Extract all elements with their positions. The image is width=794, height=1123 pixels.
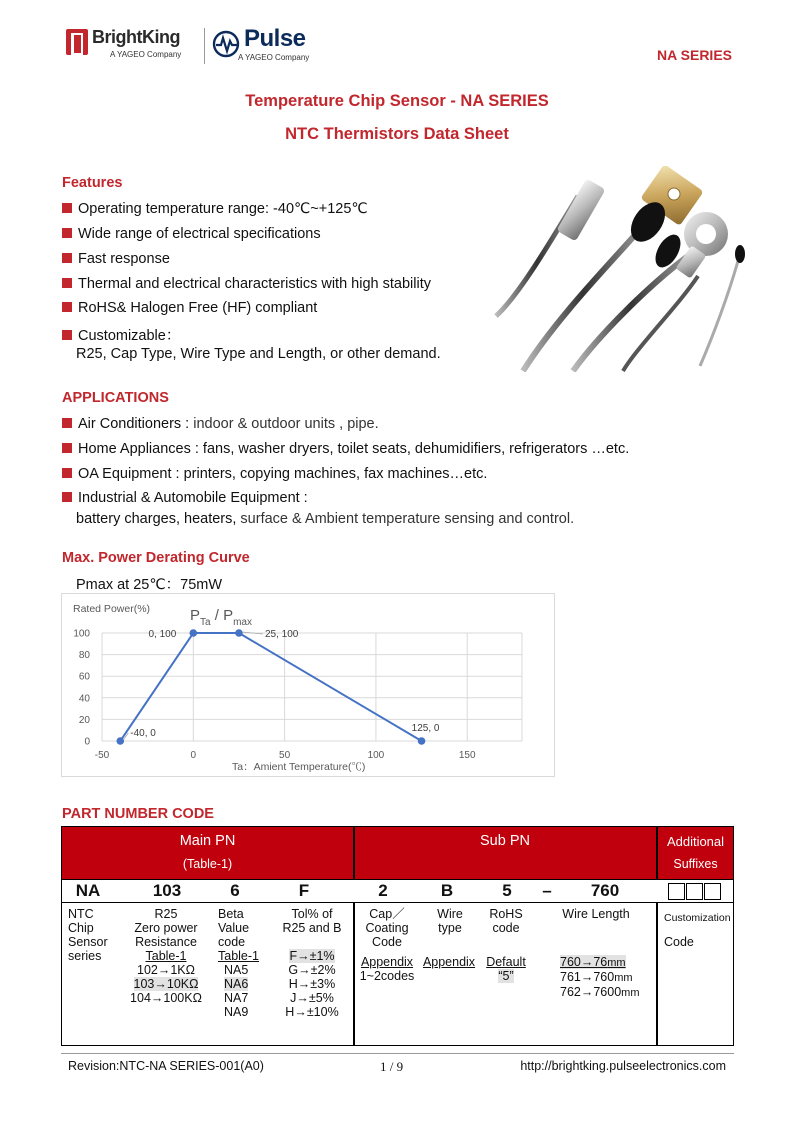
chart-y-tick-label: 100 (73, 628, 90, 640)
brightking-logo-text: BrightKing (92, 27, 180, 47)
chart-data-label: 0, 100 (148, 629, 177, 640)
bullet-square-icon (62, 278, 72, 288)
derating-chart (61, 593, 555, 777)
chart-y-axis-label: Rated Power(%) (73, 603, 151, 615)
rohs-description: RoHS code (489, 907, 523, 935)
chart-data-point (116, 737, 124, 745)
column-separator (353, 903, 355, 1046)
chart-x-tick-label: 150 (458, 750, 476, 761)
chart-y-tick-label: 0 (84, 736, 90, 748)
feature-continuation: R25, Cap Type, Wire Type and Length, or other demand. (76, 346, 441, 362)
application-item: Home Appliances : fans, washer dryers, toilet seats, dehumidifiers, refrigerators …etc. (62, 441, 629, 457)
chart-title: $P_{Ta} / P_{max}$ (190, 607, 252, 628)
r25-description: R25 Zero power Resistance Table-1 102→1KΩ 103→10KΩ 104→100KΩ (130, 907, 202, 1005)
part-number-heading: PART NUMBER CODE (62, 806, 214, 822)
footer-url[interactable]: http://brightking.pulseelectronics.com (520, 1059, 726, 1073)
logo-divider (204, 28, 205, 64)
chart-data-label: -40, 0 (130, 728, 156, 739)
applications-heading: APPLICATIONS (62, 390, 169, 406)
brightking-logo-icon (66, 29, 88, 55)
wire-length-table: 760→76mm 761→760mm 762→7600mm (560, 955, 640, 999)
code-na: NA (75, 881, 101, 900)
code-beta: 6 (230, 881, 240, 900)
footer-page-number: 1 / 9 (380, 1059, 404, 1074)
code-wire-length: 760 (590, 881, 620, 900)
feature-item: Customizable： (62, 324, 180, 345)
code-wire-type: B (440, 881, 454, 900)
code-dash: – (542, 881, 552, 900)
product-thermistor-image (488, 166, 750, 372)
chart-data-point (190, 629, 198, 637)
chart-data-label: 125, 0 (411, 723, 440, 734)
part-number-header-band (62, 827, 733, 879)
application-item: OA Equipment : printers, copying machines, fax machines…etc. (62, 466, 487, 482)
additional-suffixes-header: Additional Suffixes (666, 834, 725, 871)
chart-x-tick-label: -50 (94, 750, 110, 761)
chart-x-tick-label: 100 (367, 750, 385, 761)
application-item: Air Conditioners : indoor & outdoor units , pipe. (62, 416, 379, 432)
wire-type-description: Wire type (437, 907, 463, 935)
feature-item: RoHS& Halogen Free (HF) compliant (62, 300, 317, 316)
chart-y-tick-label: 60 (78, 671, 90, 683)
customization-label: Customization (664, 912, 731, 924)
feature-item: Operating temperature range: -40℃~+125℃ (62, 201, 368, 217)
chart-y-tick-label: 80 (78, 650, 90, 662)
code-cap: 2 (378, 881, 388, 900)
chart-data-point (418, 737, 426, 745)
suffix-boxes (668, 883, 722, 905)
logo-area (66, 26, 326, 66)
application-continuation: battery charges, heaters, surface & Ambient temperature sensing and control. (76, 511, 575, 527)
na-description: NTC Chip Sensor series (68, 907, 108, 963)
main-pn-header: Main PN (Table-1) (179, 833, 236, 871)
header-series-label: NA SERIES (657, 47, 732, 63)
brightking-logo-subtitle: A YAGEO Company (110, 50, 182, 59)
pulse-logo-text: Pulse (244, 25, 306, 52)
features-heading: Features (62, 175, 123, 191)
customization-code-label: Code (664, 935, 694, 949)
chart-y-tick-label: 40 (78, 693, 90, 705)
part-number-code-row (62, 879, 733, 903)
chart-x-tick-label: 0 (190, 750, 197, 761)
chart-data-label: 25, 100 (264, 629, 299, 640)
document-subtitle: NTC Thermistors Data Sheet (285, 125, 509, 143)
code-rohs: 5 (502, 881, 512, 900)
pmax-text: Pmax at 25℃：75mW (76, 577, 223, 593)
feature-item: Fast response (62, 251, 170, 267)
cap-table: Appendix 1~2codes (359, 955, 415, 983)
wire-type-table: Appendix (422, 955, 476, 969)
beta-description: Beta Value code Table-1 NA5 NA6 NA7 NA9 (218, 907, 259, 1019)
bullet-square-icon (62, 492, 72, 502)
part-number-table (61, 826, 734, 1046)
sub-pn-header: Sub PN (480, 833, 530, 849)
code-tolerance: F (298, 881, 310, 900)
bullet-square-icon (62, 203, 72, 213)
feature-item: Wide range of electrical specifications (62, 226, 321, 242)
code-r25: 103 (152, 881, 182, 900)
feature-item: Thermal and electrical characteristics with high stability (62, 276, 431, 292)
rohs-table: Default “5” (486, 955, 526, 983)
pulse-logo-icon (212, 30, 240, 58)
chart-y-tick-label: 20 (78, 714, 90, 726)
chart-data-point (235, 629, 243, 637)
derating-heading: Max. Power Derating Curve (62, 550, 250, 566)
column-separator (656, 903, 658, 1046)
bullet-square-icon (62, 468, 72, 478)
bullet-square-icon (62, 253, 72, 263)
tolerance-description: Tol% of R25 and B F→±1% G→±2% H→±3% J→±5% H→±10% (282, 907, 342, 1019)
bullet-square-icon (62, 418, 72, 428)
footer-revision: Revision:NTC-NA SERIES-001(A0) (68, 1059, 264, 1073)
pulse-logo-subtitle: A YAGEO Company (238, 53, 310, 62)
chart-x-tick-label: 50 (279, 750, 291, 761)
footer-divider (61, 1053, 734, 1054)
bullet-square-icon (62, 228, 72, 238)
bullet-square-icon (62, 302, 72, 312)
document-title: Temperature Chip Sensor - NA SERIES (245, 92, 549, 110)
bullet-square-icon (62, 443, 72, 453)
bullet-square-icon (62, 330, 72, 340)
cap-description: Cap／ Coating Code (365, 907, 409, 949)
derating-chart-svg (62, 594, 556, 778)
chart-x-axis-label: Ta：Amient Temperature(℃) (232, 761, 366, 773)
application-item: Industrial & Automobile Equipment : (62, 490, 308, 506)
wire-length-description: Wire Length (562, 907, 630, 921)
